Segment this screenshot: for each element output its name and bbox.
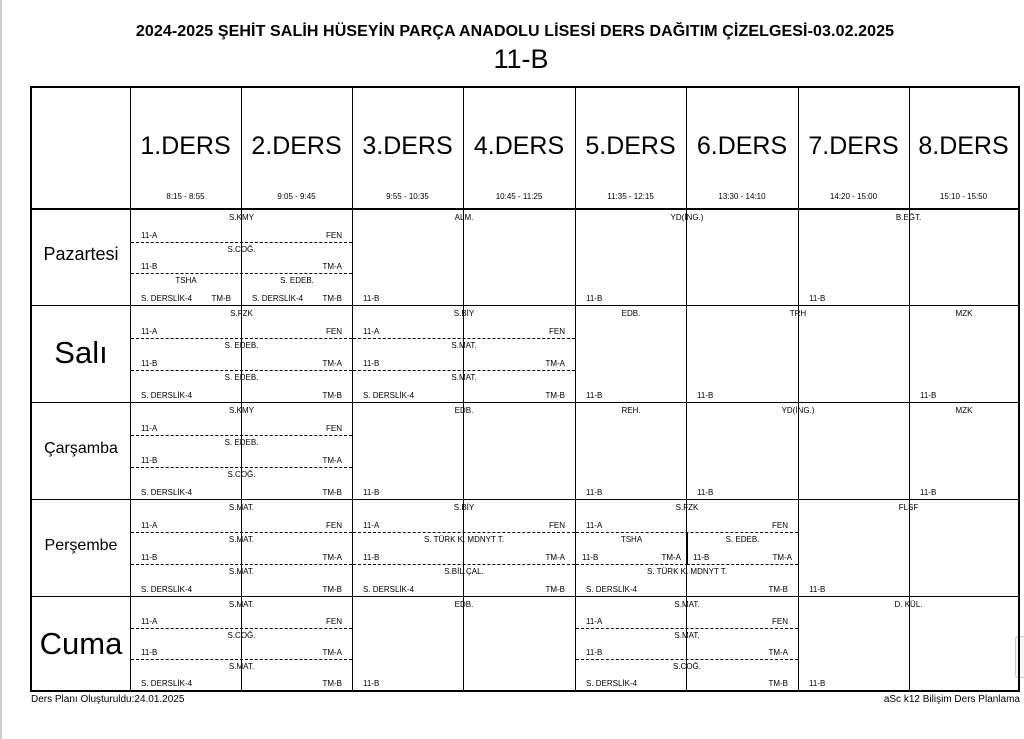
lesson-subject: S.BİY bbox=[453, 503, 475, 512]
lesson-room: TM-B bbox=[322, 585, 342, 594]
lesson-group: 11-B bbox=[141, 359, 158, 368]
period-time: 15:10 - 15:50 bbox=[939, 192, 988, 201]
lesson-group: 11-B bbox=[141, 553, 158, 562]
lesson-group: S. DERSLİK-4 bbox=[252, 293, 304, 303]
lesson-subject: TSHA bbox=[175, 276, 197, 286]
lesson-cell[interactable] bbox=[799, 210, 1018, 305]
lesson-room: TM-A bbox=[661, 553, 681, 562]
lesson-subject: YD(İNG.) bbox=[781, 406, 815, 415]
period-header bbox=[909, 88, 1018, 208]
period-header bbox=[798, 88, 909, 208]
lesson-subject: MZK bbox=[955, 309, 973, 318]
lesson-cell[interactable] bbox=[131, 370, 352, 402]
lesson-subject: S.MAT. bbox=[228, 535, 255, 544]
lesson-group: 11-B bbox=[586, 294, 603, 303]
lesson-cell[interactable] bbox=[353, 338, 575, 371]
lesson-subject: FLSF bbox=[898, 503, 919, 512]
period-time: 13:30 - 14:10 bbox=[718, 192, 766, 201]
lesson-room: FEN bbox=[326, 617, 342, 626]
lesson-cell[interactable] bbox=[353, 597, 575, 690]
lesson-group: 11-A bbox=[586, 617, 603, 626]
lesson-room: TM-B bbox=[322, 488, 342, 497]
lesson-group: 11-B bbox=[141, 456, 158, 465]
lesson-subject: S. EDEB. bbox=[224, 438, 259, 447]
lesson-cell[interactable] bbox=[576, 597, 798, 629]
lesson-room: FEN bbox=[326, 521, 342, 530]
lesson-cell[interactable] bbox=[131, 532, 352, 565]
lesson-room: FEN bbox=[772, 617, 788, 626]
lesson-subject: S.COĞ. bbox=[227, 470, 256, 479]
lesson-group: 11-B bbox=[693, 553, 710, 562]
lesson-cell[interactable] bbox=[353, 500, 575, 533]
period-header bbox=[686, 88, 798, 208]
lesson-group: 11-B bbox=[920, 488, 937, 497]
lesson-room: FEN bbox=[549, 521, 565, 530]
day-label: Çarşamba bbox=[44, 440, 118, 457]
lesson-cell[interactable] bbox=[131, 242, 352, 275]
period-header bbox=[130, 88, 241, 208]
lesson-group: 11-A bbox=[141, 230, 158, 240]
lesson-group: 11-B bbox=[582, 553, 599, 562]
period-label: 1.DERS bbox=[140, 132, 231, 160]
day-label: Cuma bbox=[39, 626, 123, 661]
lesson-cell[interactable] bbox=[131, 467, 352, 499]
schedule-title: 2024-2025 ŞEHİT SALİH HÜSEYİN PARÇA ANADOLU LİSESİ DERS DAĞITIM ÇİZELGESİ-03.02.2025 bbox=[135, 23, 895, 40]
lesson-group: S. DERSLİK-4 bbox=[141, 679, 193, 688]
lesson-cell[interactable] bbox=[131, 338, 352, 371]
lesson-cell[interactable] bbox=[799, 597, 1018, 690]
lesson-cell[interactable] bbox=[131, 210, 352, 243]
lesson-group: 11-B bbox=[586, 648, 603, 657]
lesson-room: TM-B bbox=[211, 293, 231, 303]
lesson-group: S. DERSLİK-4 bbox=[141, 488, 193, 497]
lesson-room: TM-A bbox=[772, 553, 792, 562]
lesson-group: 11-B bbox=[920, 391, 937, 400]
lesson-group: 11-A bbox=[363, 327, 380, 336]
lesson-room: TM-A bbox=[322, 359, 342, 368]
lesson-cell[interactable] bbox=[353, 532, 575, 565]
lesson-subject: S.MAT. bbox=[451, 341, 477, 350]
lesson-group: 11-B bbox=[141, 262, 158, 272]
lesson-cell[interactable] bbox=[576, 564, 798, 596]
lesson-subject: TRH bbox=[789, 309, 807, 318]
lesson-group: 11-B bbox=[586, 488, 603, 497]
lesson-subject: S. TÜRK K. MDNYT T. bbox=[423, 535, 504, 544]
period-label: 8.DERS bbox=[918, 132, 1009, 160]
lesson-subject: S.KMY bbox=[229, 213, 254, 222]
lesson-room: TM-A bbox=[322, 553, 342, 562]
period-header bbox=[241, 88, 352, 208]
lesson-room: TM-A bbox=[768, 648, 788, 657]
lesson-cell[interactable] bbox=[687, 532, 798, 565]
lesson-group: S. DERSLİK-4 bbox=[363, 391, 415, 400]
lesson-cell[interactable] bbox=[576, 659, 798, 690]
lesson-group: 11-B bbox=[697, 488, 714, 497]
timetable-grid bbox=[30, 86, 1020, 692]
lesson-room: TM-A bbox=[545, 359, 565, 368]
period-label: 4.DERS bbox=[473, 132, 565, 160]
lesson-subject: S.MAT. bbox=[674, 631, 700, 640]
lesson-cell[interactable] bbox=[131, 597, 352, 629]
lesson-room: TM-A bbox=[545, 553, 565, 562]
created-date-note: Ders Planı Oluşturuldu:24.01.2025 bbox=[31, 694, 185, 705]
lesson-group: S. DERSLİK-4 bbox=[141, 585, 193, 594]
lesson-cell[interactable] bbox=[576, 210, 798, 305]
lesson-cell[interactable] bbox=[242, 273, 352, 305]
lesson-subject: TSHA bbox=[620, 535, 643, 544]
period-time: 10:45 - 11:25 bbox=[495, 192, 543, 201]
period-header bbox=[575, 88, 686, 208]
lesson-cell[interactable] bbox=[910, 403, 1018, 499]
lesson-group: 11-B bbox=[363, 488, 380, 497]
lesson-room: TM-B bbox=[768, 679, 788, 688]
lesson-cell[interactable] bbox=[131, 403, 352, 436]
day-label: Perşembe bbox=[44, 537, 118, 554]
lesson-cell[interactable] bbox=[131, 273, 241, 305]
lesson-group: 11-B bbox=[586, 391, 603, 400]
period-label: 7.DERS bbox=[808, 132, 899, 160]
lesson-group: 11-B bbox=[363, 679, 380, 688]
lesson-subject: S. EDEB. bbox=[224, 341, 259, 350]
lesson-room: FEN bbox=[549, 327, 565, 336]
lesson-room: TM-B bbox=[322, 293, 342, 303]
lesson-group: 11-B bbox=[363, 553, 380, 562]
lesson-cell[interactable] bbox=[131, 659, 352, 690]
lesson-room: FEN bbox=[326, 230, 342, 240]
lesson-subject: S.FZK bbox=[230, 309, 253, 318]
period-header bbox=[352, 88, 463, 208]
lesson-cell[interactable] bbox=[576, 628, 798, 660]
lesson-subject: EDB. bbox=[454, 600, 474, 609]
lesson-room: TM-B bbox=[322, 679, 342, 688]
lesson-room: TM-B bbox=[768, 585, 788, 594]
period-time: 9:05 - 9:45 bbox=[277, 192, 316, 201]
lesson-cell[interactable] bbox=[353, 306, 575, 339]
lesson-room: FEN bbox=[326, 327, 342, 336]
day-label: Salı bbox=[54, 335, 108, 370]
lesson-cell[interactable] bbox=[131, 564, 352, 596]
lesson-cell[interactable] bbox=[353, 564, 575, 596]
lesson-subject: S.FZK bbox=[675, 503, 699, 512]
lesson-subject: S.BİL.ÇAL. bbox=[444, 567, 484, 576]
lesson-group: 11-B bbox=[809, 294, 826, 303]
period-time: 9:55 - 10:35 bbox=[386, 192, 429, 201]
lesson-cell[interactable] bbox=[576, 532, 688, 565]
lesson-cell[interactable] bbox=[131, 435, 352, 468]
day-label: Pazartesi bbox=[43, 244, 119, 264]
lesson-subject: S.KMY bbox=[229, 406, 254, 415]
period-time: 14:20 - 15:00 bbox=[829, 192, 878, 201]
lesson-cell[interactable] bbox=[576, 403, 686, 499]
lesson-subject: S.MAT. bbox=[228, 567, 255, 576]
period-time: 11:35 - 12:15 bbox=[607, 192, 654, 201]
lesson-group: S. DERSLİK-4 bbox=[586, 679, 638, 688]
lesson-subject: S. EDEB. bbox=[725, 535, 760, 544]
lesson-subject: S. TÜRK K. MDNYT T. bbox=[646, 567, 727, 576]
period-label: 6.DERS bbox=[696, 132, 788, 160]
lesson-cell[interactable] bbox=[687, 403, 909, 499]
lesson-subject: YD(İNG.) bbox=[670, 213, 704, 222]
lesson-cell[interactable] bbox=[576, 500, 798, 533]
lesson-subject: S.BİY bbox=[453, 309, 475, 318]
lesson-subject: S. EDEB. bbox=[280, 276, 314, 286]
lesson-subject: S. EDEB. bbox=[224, 373, 259, 382]
lesson-group: 11-A bbox=[141, 424, 158, 433]
lesson-subject: ALM. bbox=[454, 213, 474, 222]
lesson-subject: S.MAT. bbox=[228, 503, 255, 512]
lesson-room: TM-B bbox=[545, 391, 565, 400]
lesson-subject: EDB. bbox=[454, 406, 474, 415]
lesson-cell[interactable] bbox=[687, 306, 909, 402]
lesson-group: S. DERSLİK-4 bbox=[141, 293, 193, 303]
lesson-room: TM-A bbox=[322, 456, 342, 465]
lesson-subject: B.EĞT. bbox=[895, 213, 922, 222]
period-label: 2.DERS bbox=[251, 132, 342, 160]
period-time: 8:15 - 8:55 bbox=[166, 192, 205, 201]
period-header bbox=[463, 88, 575, 208]
lesson-subject: S.COĞ. bbox=[227, 244, 256, 254]
lesson-subject: REH. bbox=[621, 406, 641, 415]
lesson-group: S. DERSLİK-4 bbox=[363, 585, 415, 594]
lesson-group: S. DERSLİK-4 bbox=[586, 585, 638, 594]
page-left-edge bbox=[0, 0, 2, 739]
lesson-group: 11-A bbox=[141, 617, 158, 626]
lesson-subject: EDB. bbox=[621, 309, 641, 318]
lesson-subject: S.MAT. bbox=[228, 662, 255, 671]
lesson-room: TM-A bbox=[322, 262, 342, 272]
lesson-cell[interactable] bbox=[131, 500, 352, 533]
lesson-cell[interactable] bbox=[353, 210, 575, 305]
period-label: 3.DERS bbox=[362, 132, 453, 160]
lesson-cell[interactable] bbox=[910, 306, 1018, 402]
software-credit: aSc k12 Bilişim Ders Planlama bbox=[883, 694, 1020, 705]
lesson-group: 11-A bbox=[141, 521, 158, 530]
lesson-subject: D. KÜL. bbox=[894, 600, 923, 609]
lesson-group: 11-B bbox=[363, 359, 380, 368]
lesson-room: TM-B bbox=[322, 391, 342, 400]
lesson-subject: S.COĞ. bbox=[227, 631, 256, 640]
lesson-group: 11-B bbox=[363, 294, 380, 303]
lesson-group: 11-A bbox=[141, 327, 158, 336]
lesson-group: 11-A bbox=[586, 521, 603, 530]
class-name-heading: 11-B bbox=[493, 44, 549, 74]
lesson-group: 11-B bbox=[697, 391, 714, 400]
lesson-cell[interactable] bbox=[576, 306, 686, 402]
lesson-group: 11-B bbox=[809, 585, 826, 594]
lesson-room: TM-B bbox=[545, 585, 565, 594]
lesson-cell[interactable] bbox=[799, 500, 1018, 596]
lesson-cell[interactable] bbox=[353, 370, 575, 402]
lesson-subject: S.MAT. bbox=[228, 600, 255, 609]
lesson-cell[interactable] bbox=[353, 403, 575, 499]
lesson-room: FEN bbox=[772, 521, 788, 530]
lesson-subject: S.MAT. bbox=[451, 373, 477, 382]
period-label: 5.DERS bbox=[585, 132, 676, 160]
lesson-group: 11-B bbox=[809, 679, 826, 688]
lesson-group: 11-B bbox=[141, 648, 158, 657]
lesson-cell[interactable] bbox=[131, 628, 352, 660]
lesson-group: S. DERSLİK-4 bbox=[141, 391, 193, 400]
lesson-room: FEN bbox=[326, 424, 342, 433]
lesson-subject: S.MAT. bbox=[674, 600, 700, 609]
lesson-subject: MZK bbox=[955, 406, 973, 415]
lesson-room: TM-A bbox=[322, 648, 342, 657]
lesson-group: 11-A bbox=[363, 521, 380, 530]
lesson-subject: S.COĞ. bbox=[672, 662, 701, 671]
lesson-cell[interactable] bbox=[131, 306, 352, 339]
